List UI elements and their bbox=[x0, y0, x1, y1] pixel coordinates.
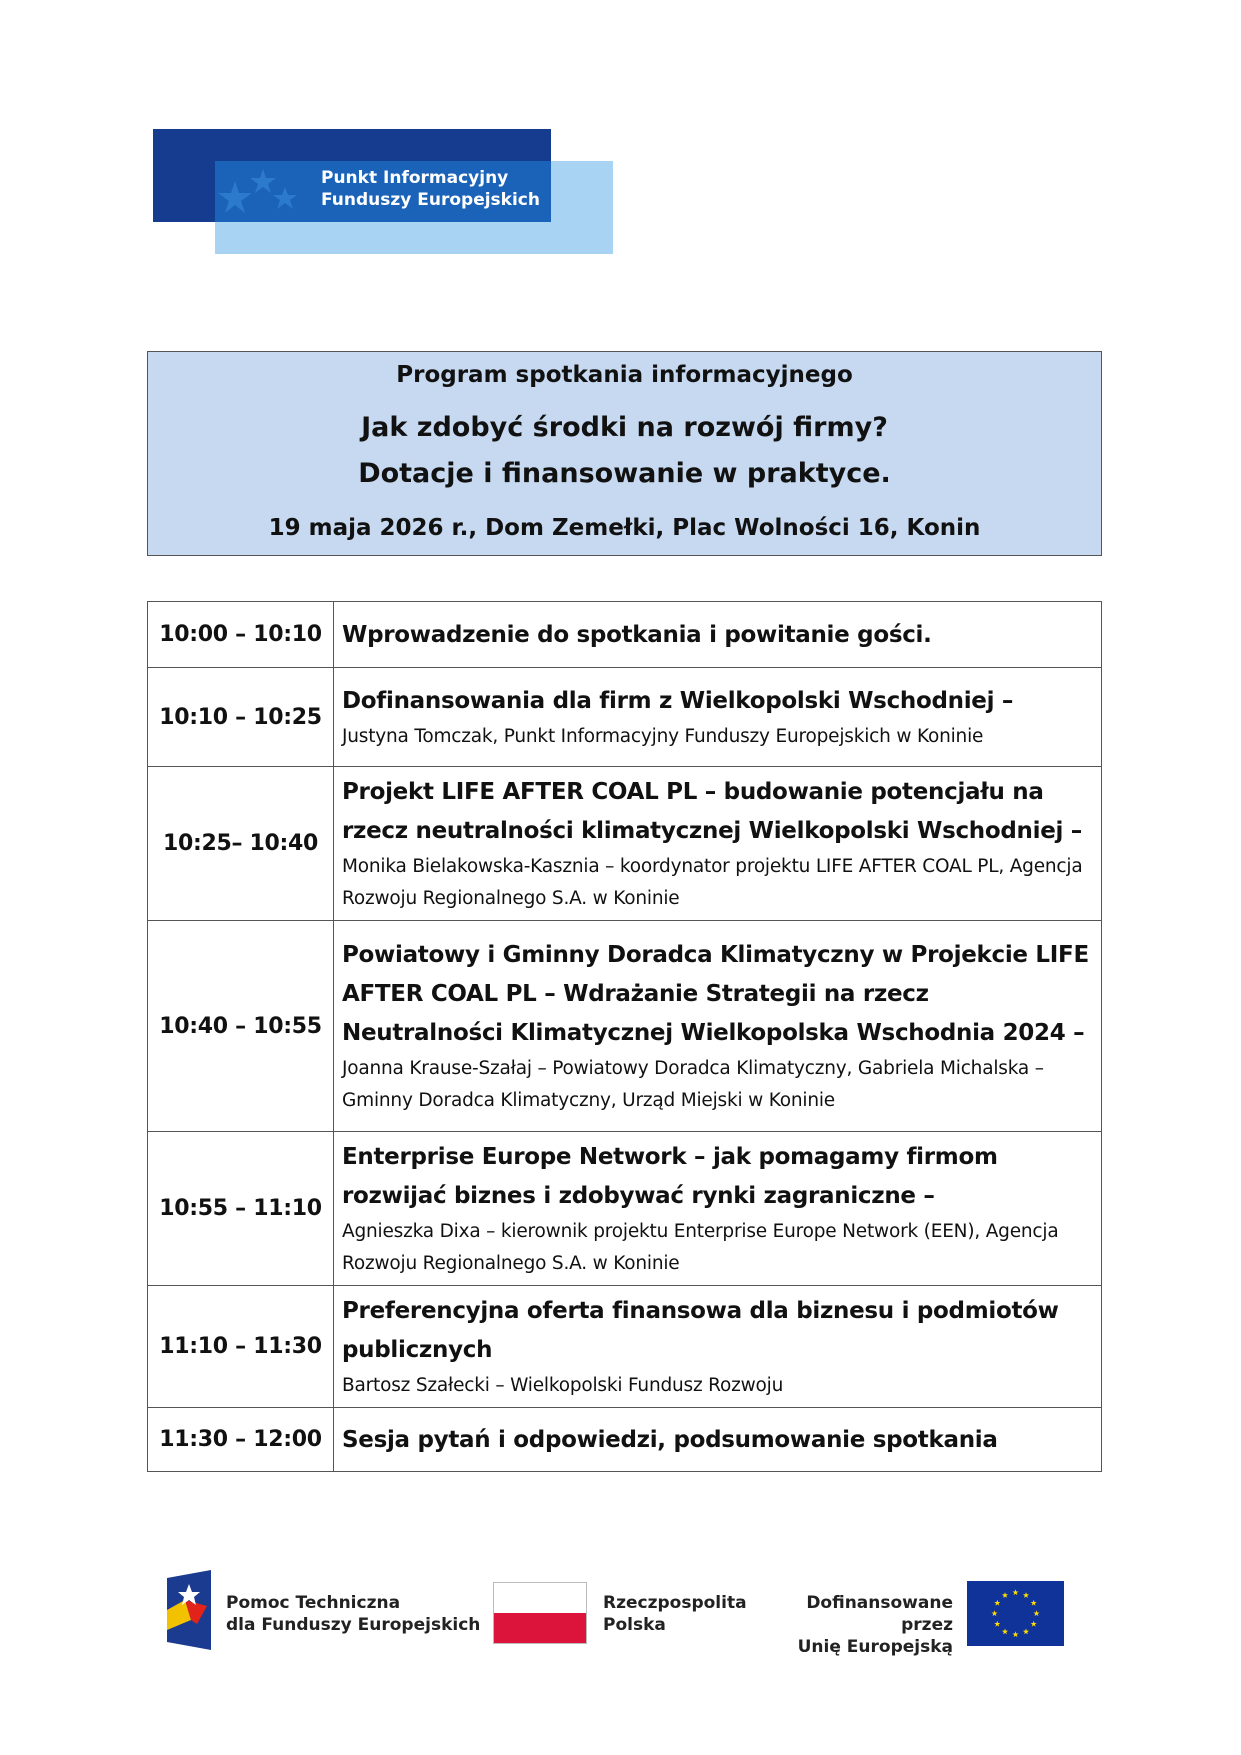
agenda-item-speaker: Monika Bielakowska-Kasznia – koordynator projektu LIFE AFTER COAL PL, Agencja Rozwoju Regionalnego S.A. w Koninie bbox=[342, 856, 1083, 909]
agenda-row bbox=[148, 1286, 1102, 1408]
fe-logo-icon bbox=[167, 1570, 211, 1650]
agenda-description bbox=[334, 1408, 1102, 1472]
pife-logo bbox=[153, 129, 613, 254]
agenda-description bbox=[334, 767, 1102, 921]
poland-flag-icon bbox=[493, 1582, 587, 1644]
pl-line-2: Polska bbox=[603, 1615, 666, 1635]
logo-line-2: Funduszy Europejskich bbox=[321, 190, 540, 210]
agenda-table bbox=[147, 601, 1102, 1472]
eu-line-2: Unię Europejską bbox=[797, 1637, 953, 1657]
agenda-row bbox=[148, 602, 1102, 668]
agenda-description bbox=[334, 1286, 1102, 1408]
agenda-item-speaker: Justyna Tomczak, Punkt Informacyjny Funduszy Europejskich w Koninie bbox=[342, 726, 984, 747]
agenda-item-title: Dofinansowania dla firm z Wielkopolski Wschodniej – bbox=[342, 688, 1014, 714]
agenda-time: 10:25– 10:40 bbox=[148, 767, 334, 921]
flag-white-stripe bbox=[494, 1583, 586, 1613]
agenda-item-speaker: Joanna Krause-Szałaj – Powiatowy Doradca Klimatyczny, Gabriela Michalska – Gminny Doradca Klimatyczny, Urząd Miejski w Koninie bbox=[342, 1058, 1044, 1111]
agenda-row bbox=[148, 1408, 1102, 1472]
logo-text bbox=[321, 167, 540, 211]
agenda-item-title: Projekt LIFE AFTER COAL PL – budowanie potencjału na rzecz neutralności klimatycznej Wielkopolski Wschodniej – bbox=[342, 779, 1082, 844]
agenda-time: 11:10 – 11:30 bbox=[148, 1286, 334, 1408]
program-title-line-1: Jak zdobyć środki na rozwój firmy? bbox=[361, 412, 888, 443]
logo-stars-icon bbox=[215, 161, 305, 222]
agenda-row bbox=[148, 1132, 1102, 1286]
pl-line-1: Rzeczpospolita bbox=[603, 1593, 747, 1613]
agenda-description bbox=[334, 668, 1102, 767]
program-header bbox=[147, 351, 1102, 556]
program-subtitle: Program spotkania informacyjnego bbox=[396, 362, 853, 388]
agenda-item-title: Powiatowy i Gminny Doradca Klimatyczny w Projekcie LIFE AFTER COAL PL – Wdrażanie Strategii na rzecz Neutralności Klimatycznej Wielkopolska Wschodnia 2024 – bbox=[342, 942, 1089, 1046]
agenda-description bbox=[334, 921, 1102, 1132]
agenda-row bbox=[148, 767, 1102, 921]
agenda-item-speaker: Bartosz Szałecki – Wielkopolski Fundusz Rozwoju bbox=[342, 1375, 784, 1396]
agenda-time: 10:55 – 11:10 bbox=[148, 1132, 334, 1286]
program-date-place: 19 maja 2026 r., Dom Zemełki, Plac Wolności 16, Konin bbox=[268, 515, 981, 541]
agenda-item-title: Preferencyjna oferta finansowa dla biznesu i podmiotów publicznych bbox=[342, 1298, 1059, 1363]
agenda-item-title: Sesja pytań i odpowiedzi, podsumowanie spotkania bbox=[342, 1426, 998, 1453]
agenda-item-title: Wprowadzenie do spotkania i powitanie gości. bbox=[342, 621, 932, 648]
agenda-row bbox=[148, 921, 1102, 1132]
fe-logo-text bbox=[226, 1592, 480, 1636]
eu-text bbox=[771, 1592, 953, 1658]
agenda-item-title: Enterprise Europe Network – jak pomagamy firmom rozwijać biznes i zdobywać rynki zagraniczne – bbox=[342, 1144, 998, 1209]
agenda-description bbox=[334, 1132, 1102, 1286]
agenda-row bbox=[148, 668, 1102, 767]
program-title-line-2: Dotacje i finansowanie w praktyce. bbox=[358, 458, 891, 489]
agenda-time: 10:00 – 10:10 bbox=[148, 602, 334, 668]
eu-line-1: Dofinansowane przez bbox=[806, 1593, 953, 1635]
poland-text bbox=[603, 1592, 747, 1636]
agenda-time: 10:10 – 10:25 bbox=[148, 668, 334, 767]
logo-line-1: Punkt Informacyjny bbox=[321, 168, 509, 188]
agenda-description bbox=[334, 602, 1102, 668]
eu-flag-icon bbox=[967, 1581, 1064, 1646]
flag-red-stripe bbox=[494, 1613, 586, 1643]
fe-line-1: Pomoc Techniczna bbox=[226, 1593, 401, 1613]
agenda-item-speaker: Agnieszka Dixa – kierownik projektu Enterprise Europe Network (EEN), Agencja Rozwoju Regionalnego S.A. w Koninie bbox=[342, 1221, 1059, 1274]
footer-logos bbox=[0, 1570, 1241, 1680]
agenda-time: 11:30 – 12:00 bbox=[148, 1408, 334, 1472]
fe-line-2: dla Funduszy Europejskich bbox=[226, 1615, 481, 1635]
agenda-time: 10:40 – 10:55 bbox=[148, 921, 334, 1132]
